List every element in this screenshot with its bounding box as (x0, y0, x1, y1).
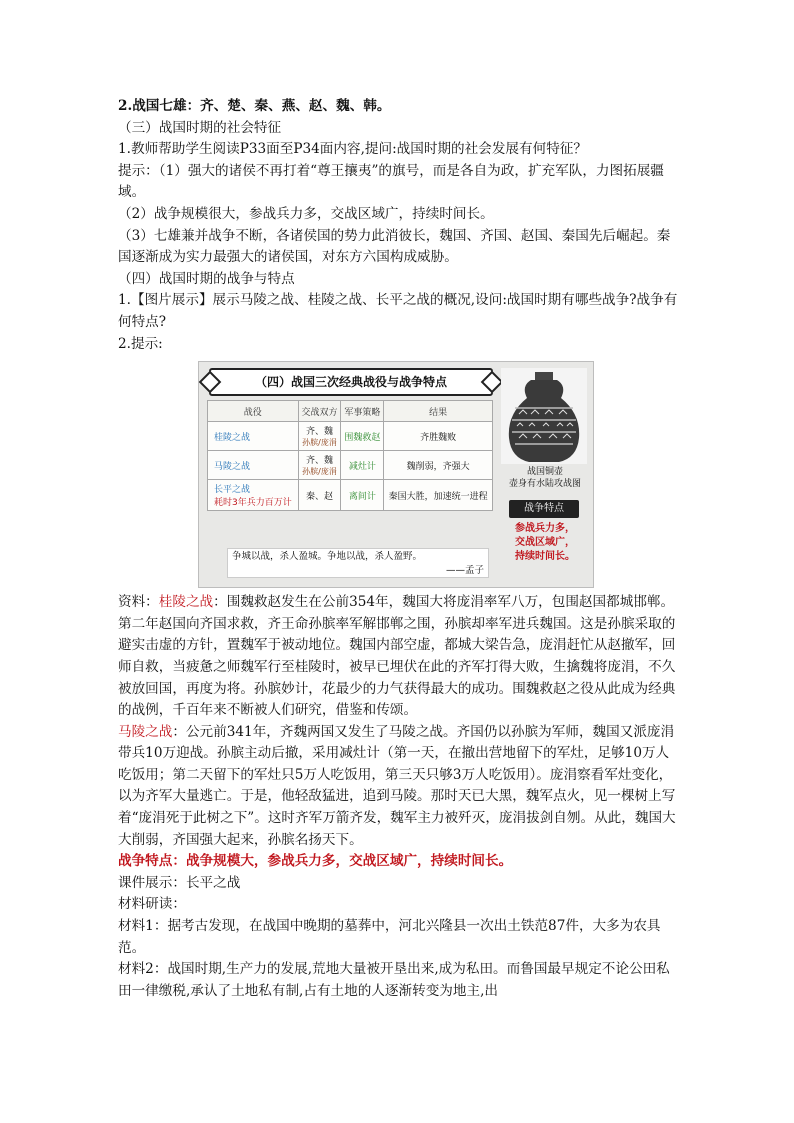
header-battle: 战役 (208, 401, 299, 422)
battle-subnote: 耗时3年兵力百万计 (214, 498, 292, 509)
document-page (118, 96, 678, 1002)
battle-name: 长平之战 耗时3年兵力百万计 (208, 480, 299, 511)
battle-sides: 秦、赵 (298, 480, 341, 511)
vase-caption-2: 壶身有水陆攻战图 (508, 479, 581, 490)
header-result: 结果 (384, 401, 493, 422)
battle-result: 魏削弱，齐强大 (384, 451, 493, 480)
battles-figure (198, 361, 594, 588)
header-sides: 交战双方 (298, 401, 341, 422)
hint-3: （3）七雄兼并战争不断，各诸侯国的势力此消彼长，魏国、齐国、赵国、秦国先后崛起。秦国逐渐成为实力最强大的诸侯国，对东方六国构成威胁。 (118, 227, 671, 266)
feature-2: 交战区域广， (515, 537, 575, 549)
bronze-vase-icon (501, 368, 587, 464)
battle-sides: 齐、魏 孙膑/庞涓 (298, 422, 341, 451)
vase-caption-1: 战国铜壶 (526, 467, 563, 478)
table-row (208, 451, 493, 480)
material-2-text: 战国时期,生产力的发展,荒地大量被开垦出来,成为私田。而鲁国最早规定不论公田私田一律缴税,承认了土地私有制,占有土地的人逐渐转变为地主,出 (118, 961, 670, 999)
battle-sides: 齐、魏 孙膑/庞涓 (298, 451, 341, 480)
feature-text (503, 522, 587, 564)
table-row (208, 480, 493, 511)
header-strategy: 军事策略 (341, 401, 384, 422)
section-heading-4: （四）战国时期的战争与特点 (118, 270, 295, 287)
maling-text: ：公元前341年，齐魏两国又发生了马陵之战。齐国仍以孙膑为军师，魏国又派庞涓带兵10万迎战。孙膑主动后撤，采用减灶计（第一天，在撤出营地留下的军灶，足够10万人吃饭用；第二天留下的军灶只5万人吃饭用，第三天只够3万人吃饭用）。庞涓察看军灶变化，以为齐军大量逃亡。于是，他轻敌猛进，追到马陵。那时天已大黑，魏军点火，见一棵树上写着“庞涓死于此树之下”。这时齐军万箭齐发，魏军主力被歼灭，庞涓拔剑自刎。从此，魏国大大削弱，齐国强大起来，孙膑名扬天下。 (118, 723, 676, 848)
maling-title: 马陵之战 (118, 723, 173, 740)
table-row (208, 422, 493, 451)
material-2-label: 材料2： (118, 961, 168, 978)
material-label: 资料： (118, 594, 159, 611)
battle-name: 马陵之战 (208, 451, 299, 480)
quote-text: 争城以战，杀人盈城。争地以战，杀人盈野。 (232, 551, 423, 563)
hint-1: 提示：（1）强大的诸侯不再打着“尊王攘夷”的旗号，而是各自为政，扩充军队，力图拓展疆域。 (118, 162, 664, 201)
material-1 (118, 916, 678, 959)
quote-author: ——孟子 (445, 565, 484, 577)
war-feature-line: 战争特点：战争规模大，参战兵力多，交战区域广，持续时间长。 (118, 853, 513, 870)
feature-badge: 战争特点 (509, 500, 579, 518)
figure-banner: （四）战国三次经典战役与战争特点 (209, 368, 493, 396)
battles-table (207, 400, 493, 511)
material-2 (118, 959, 678, 1002)
feature-1: 参战兵力多， (515, 523, 575, 535)
battle-result: 齐胜魏败 (384, 422, 493, 451)
teacher-question-line: 1.教师帮助学生阅读P33面至P34面内容,提问:战国时期的社会发展有何特征？ (118, 141, 587, 158)
hint-2: （2）战争规模很大，参战兵力多，交战区域广，持续时间长。 (118, 205, 494, 222)
vase-caption (499, 466, 591, 490)
guiling-title: 桂陵之战 (158, 594, 214, 611)
battle-generals: 孙膑/庞涓 (302, 438, 337, 448)
courseware-line: 课件展示：长平之战 (118, 874, 241, 891)
guiling-text: ：围魏救赵发生在公前354年，魏国大将庞涓率军八万，包围赵国都城邯郸。第二年赵国向齐国求救，齐王命孙膑率军解邯郸之围，孙膑却率军进兵魏国。这是孙膑采取的避实击虚的方针，置魏军于被动地位。魏国内部空虚，都城大梁告急，庞涓赶忙从赵撤军，回师自救，当疲惫之师魏军行至桂陵时，被早已埋伏在此的齐军打得大败，生擒魏将庞涓，不久被放回国，再度为将。孙膑妙计，花最少的力气获得最大的成功。围魏救赵之役从此成为经典的战例，千百年来不断被人们研究，借鉴和传颂。 (118, 594, 676, 719)
hint-label: 2.提示: (118, 335, 163, 352)
feature-3: 持续时间长。 (515, 551, 575, 563)
guiling-paragraph (118, 592, 678, 722)
table-header-row (208, 401, 493, 422)
seven-states-line: 2.战国七雄：齐、楚、秦、燕、赵、魏、韩。 (118, 98, 391, 114)
battle-strategy: 减灶计 (341, 451, 384, 480)
battle-strategy: 离间计 (341, 480, 384, 511)
battle-strategy: 围魏救赵 (341, 422, 384, 451)
maling-paragraph (118, 722, 678, 852)
battle-generals: 孙膑/庞涓 (302, 467, 337, 477)
battle-name: 桂陵之战 (208, 422, 299, 451)
study-line: 材料研读： (118, 896, 186, 913)
material-1-text: 据考古发现，在战国中晚期的墓葬中，河北兴隆县一次出土铁范87件，大多为农具范。 (118, 918, 661, 956)
picture-show-line: 1.【图片展示】展示马陵之战、桂陵之战、长平之战的概况,设问:战国时期有哪些战争?战争有何特点? (118, 292, 678, 330)
section-heading-3: （三）战国时期的社会特征 (118, 119, 282, 136)
material-1-label: 材料1： (118, 918, 168, 935)
battle-result: 秦国大胜，加速统一进程 (384, 480, 493, 511)
mencius-quote (227, 548, 489, 578)
